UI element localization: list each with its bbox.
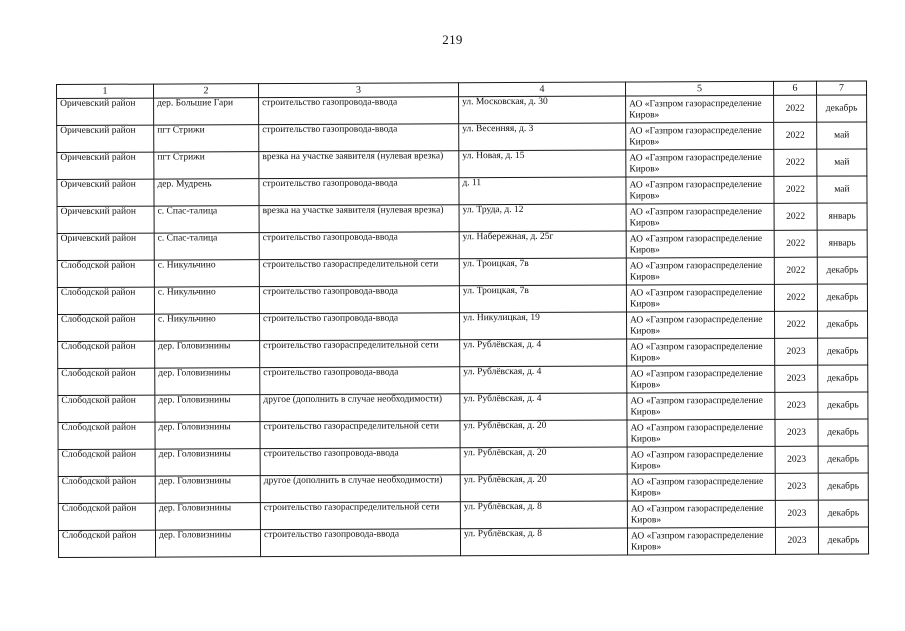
cell-address: ул. Троицкая, 7в [459,285,626,313]
table-row [57,257,867,288]
cell-work-type: другое (дополнить в случае необходимости) [260,394,460,422]
cell-organization: АО «Газпром газораспределение Киров» [627,419,775,447]
cell-district: Оричевский район [57,206,154,233]
cell-address: ул. Рублёвская, д. 8 [460,528,627,556]
cell-month: декабрь [817,95,867,122]
cell-settlement: дер. Большие Гари [154,98,259,125]
cell-work-type: строительство газопровода-ввода [260,448,460,476]
cell-month: декабрь [818,392,868,419]
cell-work-type: строительство газопровода-ввода [259,124,459,152]
cell-organization: АО «Газпром газораспределение Киров» [626,230,774,258]
cell-work-type: строительство газопровода-ввода [259,232,459,260]
gasification-table [56,80,869,558]
cell-settlement: с. Никульчино [155,314,260,341]
cell-district: Оричевский район [57,125,154,152]
cell-district: Оричевский район [57,179,154,206]
cell-organization: АО «Газпром газораспределение Киров» [627,500,775,528]
cell-district: Слободской район [58,503,155,530]
cell-district: Слободской район [58,530,155,557]
cell-work-type: строительство газопровода-ввода [260,367,460,395]
table-row [58,527,868,558]
table-row [57,149,867,180]
cell-month: май [817,122,867,149]
cell-organization: АО «Газпром газораспределение Киров» [627,311,775,339]
cell-organization: АО «Газпром газораспределение Киров» [627,338,775,366]
header-col-5: 5 [625,81,773,96]
cell-work-type: врезка на участке заявителя (нулевая врезка) [259,151,459,179]
cell-month: декабрь [817,284,867,311]
cell-settlement: с. Спас-талица [154,233,259,260]
cell-year: 2023 [775,473,818,500]
cell-month: декабрь [818,500,868,527]
cell-organization: АО «Газпром газораспределение Киров» [626,122,774,150]
table-row [57,95,867,126]
cell-work-type: врезка на участке заявителя (нулевая врезка) [259,205,459,233]
cell-district: Слободской район [58,449,155,476]
cell-year: 2022 [774,203,817,230]
cell-address: ул. Набережная, д. 25г [459,231,626,259]
cell-address: ул. Рублёвская, д. 20 [460,420,627,448]
cell-address: ул. Рублёвская, д. 20 [460,474,627,502]
cell-address: ул. Никулицкая, 19 [460,312,627,340]
cell-month: декабрь [818,527,868,554]
cell-organization: АО «Газпром газораспределение Киров» [626,95,774,123]
table-row [58,338,868,369]
cell-address: ул. Рублёвская, д. 20 [460,447,627,475]
cell-address: д. 11 [459,177,626,205]
cell-month: декабрь [818,473,868,500]
table-row [57,176,867,207]
cell-month: май [817,176,867,203]
cell-settlement: дер. Мудрень [154,179,259,206]
cell-year: 2022 [774,95,817,122]
cell-year: 2023 [775,527,818,554]
cell-address: ул. Весенняя, д. 3 [459,123,626,151]
cell-address: ул. Рублёвская, д. 4 [460,393,627,421]
cell-address: ул. Рублёвская, д. 4 [460,339,627,367]
header-col-6: 6 [773,81,816,95]
cell-settlement: с. Никульчино [154,287,259,314]
cell-settlement: дер. Головизнины [155,422,260,449]
table-row [58,500,868,531]
cell-month: январь [817,230,867,257]
cell-address: ул. Новая, д. 15 [459,150,626,178]
cell-month: декабрь [818,338,868,365]
table-row [57,122,867,153]
cell-work-type: строительство газопровода-ввода [259,286,459,314]
cell-year: 2023 [775,500,818,527]
cell-organization: АО «Газпром газораспределение Киров» [626,176,774,204]
cell-district: Слободской район [58,368,155,395]
cell-work-type: строительство газораспределительной сети [259,259,459,287]
cell-year: 2022 [774,230,817,257]
cell-year: 2023 [775,365,818,392]
cell-work-type: строительство газопровода-ввода [260,313,460,341]
header-col-4: 4 [458,82,625,97]
cell-district: Оричевский район [57,98,154,125]
cell-year: 2023 [775,419,818,446]
cell-settlement: дер. Головизнины [155,530,260,557]
cell-year: 2022 [774,284,817,311]
table-row [58,473,868,504]
cell-district: Слободской район [57,260,154,287]
cell-settlement: дер. Головизнины [155,449,260,476]
table-row [57,284,867,315]
cell-year: 2023 [775,446,818,473]
cell-settlement: дер. Головизнины [155,503,260,530]
cell-address: ул. Рублёвская, д. 8 [460,501,627,529]
cell-district: Слободской район [58,314,155,341]
cell-address: ул. Рублёвская, д. 4 [460,366,627,394]
cell-district: Слободской район [58,476,155,503]
cell-settlement: дер. Головизнины [155,368,260,395]
cell-settlement: дер. Головизнины [155,476,260,503]
cell-work-type: строительство газопровода-ввода [260,529,460,557]
cell-year: 2022 [774,257,817,284]
table-row [58,311,868,342]
cell-organization: АО «Газпром газораспределение Киров» [627,392,775,420]
header-col-3: 3 [259,83,459,98]
cell-settlement: с. Никульчино [154,260,259,287]
cell-organization: АО «Газпром газораспределение Киров» [627,527,775,555]
cell-organization: АО «Газпром газораспределение Киров» [627,473,775,501]
cell-organization: АО «Газпром газораспределение Киров» [626,203,774,231]
cell-month: январь [817,203,867,230]
cell-work-type: строительство газораспределительной сети [260,502,460,530]
cell-organization: АО «Газпром газораспределение Киров» [626,257,774,285]
table-row [58,419,868,450]
cell-organization: АО «Газпром газораспределение Киров» [627,446,775,474]
cell-settlement: дер. Головизнины [155,395,260,422]
cell-month: декабрь [817,257,867,284]
cell-month: декабрь [818,419,868,446]
cell-settlement: пгт Стрижи [154,125,259,152]
header-col-1: 1 [57,84,154,98]
header-col-7: 7 [816,81,866,95]
cell-month: май [817,149,867,176]
cell-district: Слободской район [58,341,155,368]
cell-work-type: строительство газораспределительной сети [260,421,460,449]
cell-year: 2022 [774,311,817,338]
cell-address: ул. Московская, д. 30 [459,96,626,124]
cell-month: декабрь [817,311,867,338]
cell-work-type: строительство газораспределительной сети [260,340,460,368]
cell-year: 2022 [774,122,817,149]
cell-settlement: с. Спас-талица [154,206,259,233]
table-row [57,203,867,234]
cell-organization: АО «Газпром газораспределение Киров» [626,149,774,177]
cell-month: декабрь [818,365,868,392]
cell-month: декабрь [818,446,868,473]
cell-settlement: дер. Головизнины [155,341,260,368]
cell-settlement: пгт Стрижи [154,152,259,179]
cell-district: Слободской район [58,395,155,422]
cell-year: 2022 [774,149,817,176]
cell-year: 2023 [775,392,818,419]
header-col-2: 2 [154,84,259,98]
cell-year: 2022 [774,176,817,203]
cell-address: ул. Труда, д. 12 [459,204,626,232]
table-row [57,230,867,261]
cell-district: Оричевский район [57,233,154,260]
cell-work-type: строительство газопровода-ввода [259,97,459,125]
cell-organization: АО «Газпром газораспределение Киров» [627,365,775,393]
cell-district: Оричевский район [57,152,154,179]
cell-district: Слободской район [57,287,154,314]
table-row [58,392,868,423]
cell-year: 2023 [775,338,818,365]
cell-organization: АО «Газпром газораспределение Киров» [626,284,774,312]
cell-work-type: строительство газопровода-ввода [259,178,459,206]
table-row [58,446,868,477]
cell-work-type: другое (дополнить в случае необходимости) [260,475,460,503]
cell-district: Слободской район [58,422,155,449]
page-number: 219 [442,32,463,47]
cell-address: ул. Троицкая, 7в [459,258,626,286]
table-row [58,365,868,396]
